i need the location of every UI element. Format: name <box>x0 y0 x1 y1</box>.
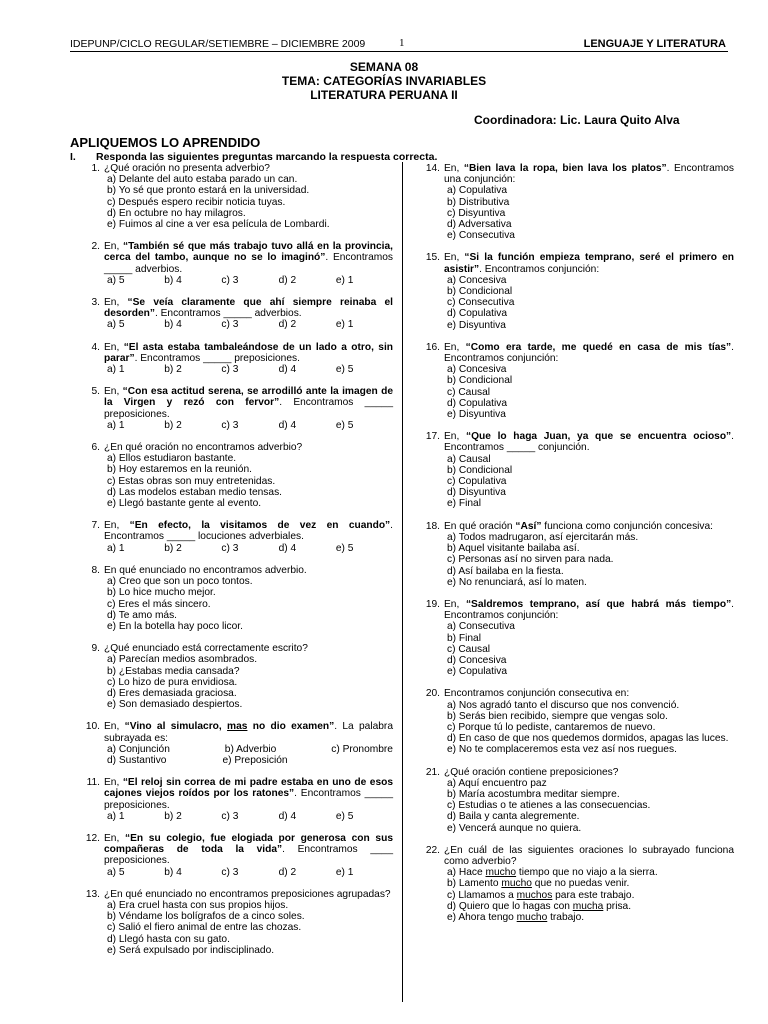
question-16 <box>420 342 734 420</box>
option: c) 3 <box>221 274 239 286</box>
question-number: 16. <box>425 341 440 353</box>
question-number: 8. <box>91 564 100 576</box>
header-institution: IDEPUNP/CICLO REGULAR/SETIEMBRE – DICIEMBRE 2009 <box>70 38 366 50</box>
option: a) Era cruel hasta con sus propios hijos. <box>107 899 289 911</box>
option: c) Causal <box>447 386 491 398</box>
header-rule <box>70 51 728 52</box>
question-19 <box>420 599 734 677</box>
title-week: SEMANA 08 <box>349 60 419 74</box>
question-quote: “El reloj sin correa de mi padre estaba en uno de esos cajones viejos roídos por los ratones” <box>104 777 394 800</box>
question-1 <box>80 163 393 230</box>
option: b) Aquel visitante bailaba así. <box>447 543 580 555</box>
option: b) 2 <box>164 419 182 431</box>
question-number: 20. <box>425 688 440 700</box>
question-quote: “Como era tarde, me quedé en casa de mis tías” <box>465 341 732 353</box>
question-22 <box>420 845 734 923</box>
option: b) Condicional <box>447 464 513 476</box>
option: d) En caso de que nos quedemos dormidos, apagas las luces. <box>447 733 729 745</box>
question-suffix: . Encontramos conjunción: <box>444 341 734 365</box>
option: e) Disyuntiva <box>447 409 506 421</box>
option: d) 4 <box>278 419 297 431</box>
option-text: trabajo. <box>547 911 585 923</box>
question-number: 11. <box>86 777 100 789</box>
question-suffix: . Encontramos _____ adverbios. <box>154 308 302 320</box>
question-12 <box>80 833 393 878</box>
question-number: 7. <box>91 520 100 532</box>
option: b) ¿Estabas media cansada? <box>107 665 240 677</box>
option: d) Disyuntiva <box>447 487 506 499</box>
option <box>447 901 734 912</box>
question-10 <box>80 721 393 766</box>
question-suffix: . Encontramos una conjunción: <box>444 163 735 186</box>
question-number: 4. <box>91 341 100 353</box>
option: d) 2 <box>278 274 297 286</box>
question-3 <box>80 297 393 331</box>
option: b) Hoy estaremos en la reunión. <box>107 464 252 476</box>
question-quote: “Bien lava la ropa, bien lava los platos” <box>463 163 667 174</box>
option: a) 5 <box>107 319 125 331</box>
question-text: En qué enunciado no encontramos adverbio. <box>104 564 307 576</box>
instruction-number: I. <box>70 151 76 163</box>
question-15 <box>420 252 734 330</box>
page-number: 1 <box>399 37 405 49</box>
question-suffix: . La palabra subrayada es: <box>104 721 393 744</box>
option: b) Véndame los bolígrafos de a cinco soles. <box>107 911 305 923</box>
question-prefix: En, <box>104 241 123 253</box>
question-number: 12. <box>85 832 100 844</box>
option: b) 4 <box>164 274 182 286</box>
option: e) Consecutiva <box>447 230 515 242</box>
question-suffix: . Encontramos _____ preposiciones. <box>104 788 393 811</box>
question-13 <box>80 889 393 956</box>
option-text: a) Hace <box>447 867 486 879</box>
option-text: d) Quiero que lo hagas con <box>447 900 573 912</box>
question-text: Encontramos conjunción consecutiva en: <box>444 688 630 700</box>
question-number: 13. <box>85 888 100 900</box>
option-text: prisa. <box>603 900 632 912</box>
question-number: 9. <box>91 643 100 655</box>
question-18 <box>420 521 734 588</box>
question-text: ¿En cuál de las siguientes oraciones lo subrayado funciona como adverbio? <box>444 844 734 867</box>
question-text: ¿Qué oración no presenta adverbio? <box>104 163 270 174</box>
option: e) No te complaceremos esta vez así nos ruegues. <box>447 744 677 756</box>
question-number: 2. <box>91 241 100 253</box>
question-text: ¿Qué enunciado está correctamente escrito? <box>104 643 308 655</box>
question-prefix: En, <box>444 598 466 610</box>
option: c) Estudias o te atienes a las consecuencias. <box>447 800 651 812</box>
option: c) Después espero recibir noticia tuyas. <box>107 196 286 208</box>
coordinator: Coordinadora: Lic. Laura Quito Alva <box>474 113 680 127</box>
question-prefix: En, <box>104 341 124 353</box>
option: c) 3 <box>221 542 239 554</box>
question-quote: “Así” <box>515 520 542 532</box>
underlined-word: mucho <box>501 878 532 890</box>
question-number: 10. <box>85 721 100 733</box>
question-suffix: . Encontramos _____ locuciones adverbiales. <box>104 520 393 543</box>
title-topic: TEMA: CATEGORÍAS INVARIABLES <box>281 74 487 88</box>
right-column <box>420 163 734 923</box>
option: d) 4 <box>278 810 297 822</box>
option: a) 1 <box>107 364 125 376</box>
option: d) Copulativa <box>447 397 508 409</box>
question-quote: no dio examen” <box>247 721 335 733</box>
option: e) Llegó bastante gente al evento. <box>107 498 262 510</box>
option: d) Llegó hasta con su gato. <box>107 933 230 945</box>
question-text: ¿En qué enunciado no encontramos preposiciones agrupadas? <box>104 888 391 900</box>
option: d) Te amo más. <box>107 609 178 621</box>
question-17 <box>420 431 734 509</box>
option: a) Todos madrugaron, así ejercitarán más. <box>447 531 639 543</box>
option <box>447 878 734 889</box>
question-number: 18. <box>425 520 440 532</box>
option-text: b) Lamento <box>447 878 502 890</box>
option: e) Preposición <box>222 754 288 766</box>
option: a) Copulativa <box>447 185 508 197</box>
option: d) 2 <box>278 319 297 331</box>
option: d) 2 <box>278 866 297 878</box>
question-text: ¿Qué oración contiene preposiciones? <box>444 766 619 778</box>
question-14 <box>420 163 734 241</box>
question-quote: “El asta estaba tambaleándose de un lado a otro, sin parar” <box>104 341 394 364</box>
option: d) Baila y canta alegremente. <box>447 811 580 823</box>
option: a) Concesiva <box>447 364 507 376</box>
question-number: 6. <box>91 442 100 454</box>
option: a) Consecutiva <box>447 621 515 633</box>
option: c) 3 <box>221 319 239 331</box>
option: a) 1 <box>107 419 125 431</box>
question-prefix: En, <box>104 297 128 309</box>
option: e) 1 <box>335 866 354 878</box>
question-quote: “Con esa actitud serena, se arrodilló ante la imagen de la Virgen y rezó con fervor” <box>104 386 393 409</box>
option: a) Aquí encuentro paz <box>447 777 547 789</box>
option: a) 5 <box>107 866 125 878</box>
question-7 <box>80 520 393 554</box>
question-prefix: En qué oración <box>444 520 516 532</box>
question-quote: “Si la función empieza temprano, seré el primero en asistir” <box>444 252 734 275</box>
question-11 <box>80 777 393 822</box>
option: e) Copulativa <box>447 666 508 678</box>
option: c) Estas obras son muy entretenidas. <box>107 475 276 487</box>
header-subject: LENGUAJE Y LITERATURA <box>583 38 726 50</box>
option: d) Concesiva <box>447 654 507 666</box>
question-5 <box>80 386 393 431</box>
option: c) Consecutiva <box>447 297 515 309</box>
option: a) Creo que son un poco tontos. <box>107 576 253 588</box>
question-suffix: funciona como conjunción concesiva: <box>541 520 714 532</box>
option: c) Copulativa <box>447 476 507 488</box>
option: b) 4 <box>164 866 182 878</box>
option: b) 2 <box>164 810 182 822</box>
option: a) Delante del auto estaba parado un can. <box>107 174 298 186</box>
option: b) María acostumbra meditar siempre. <box>447 788 620 800</box>
option: c) Causal <box>447 643 491 655</box>
option: b) Adverbio <box>224 743 277 755</box>
option: e) No renunciará, así lo maten. <box>447 576 587 588</box>
question-prefix: En, <box>444 431 466 443</box>
option: b) Distributiva <box>447 196 510 208</box>
option: e) Final <box>447 498 481 510</box>
option: c) Personas así no sirven para nada. <box>447 554 614 566</box>
question-2 <box>80 241 393 286</box>
option: d) Las modelos estaban medio tensas. <box>107 486 282 498</box>
question-prefix: En, <box>104 721 125 733</box>
option: d) Copulativa <box>447 308 508 320</box>
column-divider <box>402 162 403 1002</box>
option <box>447 867 734 878</box>
question-suffix: . Encontramos _____ adverbios. <box>104 252 393 275</box>
underlined-word: mucho <box>485 867 517 879</box>
question-prefix: En, <box>444 341 466 353</box>
question-suffix: . Encontramos _____ preposiciones. <box>134 352 300 364</box>
question-6 <box>80 442 393 509</box>
option-text: para este trabajo. <box>552 889 635 901</box>
title-literature: LITERATURA PERUANA II <box>310 88 458 102</box>
option: e) 1 <box>335 319 354 331</box>
question-9 <box>80 643 393 710</box>
option: b) Condicional <box>447 286 513 298</box>
question-20 <box>420 688 734 755</box>
option: d) Adversativa <box>447 219 512 231</box>
section-heading: APLIQUEMOS LO APRENDIDO <box>70 135 261 150</box>
question-number: 17. <box>425 431 440 443</box>
option: e) 5 <box>335 542 354 554</box>
question-quote: “Se veía claramente que ahí siempre reinaba el desorden” <box>104 297 393 320</box>
option: a) 1 <box>107 810 125 822</box>
option: a) 5 <box>107 274 125 286</box>
option: a) Nos agradó tanto el discurso que nos convenció. <box>447 699 680 711</box>
question-number: 5. <box>91 386 100 398</box>
question-number: 1. <box>91 163 100 174</box>
option: d) Sustantivo <box>107 754 167 766</box>
option: e) 1 <box>335 274 354 286</box>
question-number: 14. <box>425 163 440 174</box>
option-text: tiempo que no viajo a la sierra. <box>516 867 658 879</box>
question-quote: “Saldremos temprano, así que habrá más tiempo” <box>465 598 732 610</box>
question-21 <box>420 767 734 834</box>
option: b) 2 <box>164 364 182 376</box>
option: c) Lo hizo de pura envidiosa. <box>107 676 238 688</box>
option: c) Porque tú lo pediste, cantaremos de nuevo. <box>447 721 656 733</box>
question-quote: “También sé que más trabajo tuvo allá en la provincia, cerca del tambo, aunque no se lo imaginó” <box>104 241 393 264</box>
underlined-word: mas <box>227 721 248 733</box>
question-quote: “En efecto, la visitamos de vez en cuando” <box>129 520 391 532</box>
option: c) 3 <box>221 866 239 878</box>
option: a) Causal <box>447 453 491 465</box>
option: b) Yo sé que pronto estará en la universidad. <box>107 185 310 197</box>
option: c) Disyuntiva <box>447 207 506 219</box>
question-prefix: En, <box>444 252 465 264</box>
question-suffix: . Encontramos _____ preposiciones. <box>104 397 393 420</box>
option: d) Eres demasiada graciosa. <box>107 687 237 699</box>
option <box>447 912 734 923</box>
question-quote: “Que lo haga Juan, ya que se encuentra ocioso” <box>465 431 732 443</box>
option: e) 5 <box>335 810 354 822</box>
option: d) En octubre no hay milagros. <box>107 207 246 219</box>
option-text: e) Ahora tengo <box>447 911 517 923</box>
option: d) Así bailaba en la fiesta. <box>447 565 564 577</box>
option: a) Conjunción <box>107 743 170 755</box>
underlined-word: muchos <box>516 889 553 901</box>
option-text: c) Llamamos a <box>447 889 517 901</box>
question-8 <box>80 565 393 632</box>
question-quote: “Vino al simulacro, <box>124 721 228 733</box>
question-suffix: . Encontramos ____ preposiciones. <box>104 844 393 867</box>
question-suffix: . Encontramos _____ conjunción. <box>444 431 734 454</box>
option: a) 1 <box>107 542 125 554</box>
question-suffix: . Encontramos conjunción: <box>444 598 735 622</box>
option: b) 4 <box>164 319 182 331</box>
question-number: 21. <box>425 766 440 778</box>
question-4 <box>80 342 393 376</box>
option-text: que no puedas venir. <box>531 878 630 890</box>
option: c) Pronombre <box>331 743 393 755</box>
option <box>447 890 734 901</box>
question-text: ¿En qué oración no encontramos adverbio? <box>104 442 303 454</box>
option: c) 3 <box>221 419 239 431</box>
question-prefix: En, <box>444 163 464 174</box>
question-prefix: En, <box>104 520 130 532</box>
option: b) Condicional <box>447 375 513 387</box>
option: d) 4 <box>278 542 297 554</box>
underlined-word: mucho <box>516 911 548 923</box>
instruction-text: Responda las siguientes preguntas marcando la respuesta correcta. <box>96 151 438 163</box>
option: a) Concesiva <box>447 274 507 286</box>
question-suffix: . Encontramos conjunción: <box>479 263 600 275</box>
option: c) 3 <box>221 364 239 376</box>
option: e) Son demasiado despiertos. <box>107 699 243 711</box>
option: e) 5 <box>335 364 354 376</box>
question-number: 15. <box>425 252 440 264</box>
left-column <box>80 163 393 956</box>
option: b) 2 <box>164 542 182 554</box>
option: c) Salió el fiero animal de entre las chozas. <box>107 922 302 934</box>
option: c) Eres el más sincero. <box>107 598 211 610</box>
question-prefix: En, <box>104 386 123 398</box>
question-number: 3. <box>91 297 100 309</box>
question-number: 19. <box>425 598 440 610</box>
option: a) Ellos estudiaron bastante. <box>107 453 237 465</box>
option: e) En la botella hay poco licor. <box>107 620 243 632</box>
option: a) Parecían medios asombrados. <box>107 654 258 666</box>
option: e) Fuimos al cine a ver esa película de Lombardi. <box>107 219 330 231</box>
option: e) 5 <box>335 419 354 431</box>
question-prefix: En, <box>104 832 125 844</box>
question-number: 22. <box>425 844 440 856</box>
option: c) 3 <box>221 810 239 822</box>
instruction <box>70 152 437 163</box>
option: b) Final <box>447 632 481 644</box>
option: e) Disyuntiva <box>447 319 506 331</box>
underlined-word: mucha <box>572 900 604 912</box>
question-quote: “En su colegio, fue elogiada por generosa con sus compañeras de toda la vida” <box>104 832 393 856</box>
option: e) Será expulsado por indisciplinado. <box>107 944 275 956</box>
option: d) 4 <box>278 364 297 376</box>
option: b) Serás bien recibido, siempre que vengas solo. <box>447 710 668 722</box>
question-prefix: En, <box>104 777 123 789</box>
option: b) Lo hice mucho mejor. <box>107 587 216 599</box>
option: e) Vencerá aunque no quiera. <box>447 822 582 834</box>
